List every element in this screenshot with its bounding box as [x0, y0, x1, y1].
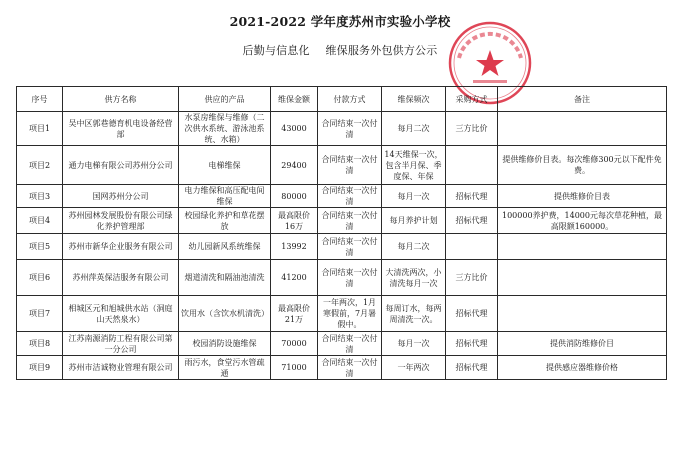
column-header: 付款方式: [318, 87, 382, 112]
cell-payment: 合同结束一次付清: [318, 332, 382, 356]
cell-product: 电力维保和高压配电间维保: [179, 185, 271, 208]
cell-note: 提供维修价目表。每次维修300元以下配件免费。: [498, 146, 667, 185]
cell-payment: 合同结束一次付清: [318, 208, 382, 234]
cell-note: [498, 234, 667, 260]
table-row: [17, 260, 667, 296]
page-subtitle: [0, 42, 680, 58]
cell-purchase: 招标代理: [446, 208, 498, 234]
column-header: 供方名称: [63, 87, 179, 112]
cell-amount: 13992: [271, 234, 318, 260]
cell-seq: 项目1: [17, 112, 63, 146]
cell-amount: 43000: [271, 112, 318, 146]
table-row: [17, 332, 667, 356]
cell-frequency: 每周订水，每两周清洗一次。: [382, 296, 446, 332]
subtitle-department: 后勤与信息化: [242, 44, 310, 57]
cell-purchase: 招标代理: [446, 356, 498, 380]
column-header: 维保金额: [271, 87, 318, 112]
cell-amount: 71000: [271, 356, 318, 380]
cell-payment: 合同结束一次付清: [318, 356, 382, 380]
table-row: [17, 185, 667, 208]
cell-product: 校园绿化养护和草花摆放: [179, 208, 271, 234]
cell-purchase: [446, 146, 498, 185]
cell-note: [498, 112, 667, 146]
cell-frequency: 每月一次: [382, 332, 446, 356]
cell-note: [498, 296, 667, 332]
cell-amount: 41200: [271, 260, 318, 296]
cell-note: [498, 260, 667, 296]
cell-supplier: 相城区元和旭城供水站（洞庭山天然泉水）: [63, 296, 179, 332]
cell-product: 烟道清洗和隔油池清洗: [179, 260, 271, 296]
cell-supplier: 国网苏州分公司: [63, 185, 179, 208]
subtitle-notice: 维保服务外包供方公示: [325, 44, 438, 57]
column-header: 供应的产品: [179, 87, 271, 112]
cell-supplier: 吴中区郭巷德育机电设备经营部: [63, 112, 179, 146]
cell-seq: 项目4: [17, 208, 63, 234]
column-header: 备注: [498, 87, 667, 112]
supplier-table: [16, 86, 667, 380]
cell-product: 电梯维保: [179, 146, 271, 185]
table-row: [17, 146, 667, 185]
table-row: [17, 112, 667, 146]
cell-amount: 最高限价16万: [271, 208, 318, 234]
cell-seq: 项目8: [17, 332, 63, 356]
cell-frequency: 14天维保一次，包含半月保、季度保、年保: [382, 146, 446, 185]
cell-payment: 一年两次，1月寒假前，7月暑假中。: [318, 296, 382, 332]
cell-frequency: 每月一次: [382, 185, 446, 208]
cell-seq: 项目3: [17, 185, 63, 208]
cell-frequency: 每月二次: [382, 234, 446, 260]
cell-payment: 合同结束一次付清: [318, 260, 382, 296]
cell-purchase: 招标代理: [446, 332, 498, 356]
cell-purchase: 招标代理: [446, 296, 498, 332]
table-row: [17, 234, 667, 260]
cell-supplier: 通力电梯有限公司苏州分公司: [63, 146, 179, 185]
cell-payment: 合同结束一次付清: [318, 146, 382, 185]
cell-purchase: 三方比价: [446, 260, 498, 296]
table-row: [17, 356, 667, 380]
cell-purchase: [446, 234, 498, 260]
cell-supplier: 苏州萍英保洁服务有限公司: [63, 260, 179, 296]
cell-product: 幼儿园新风系统维保: [179, 234, 271, 260]
cell-supplier: 江苏南源消防工程有限公司第一分公司: [63, 332, 179, 356]
table-row: [17, 296, 667, 332]
cell-seq: 项目2: [17, 146, 63, 185]
column-header: 序号: [17, 87, 63, 112]
column-header: 采购方式: [446, 87, 498, 112]
cell-note: 提供感应器维修价格: [498, 356, 667, 380]
cell-seq: 项目7: [17, 296, 63, 332]
cell-supplier: 苏州市洁诚物业管理有限公司: [63, 356, 179, 380]
cell-frequency: 一年两次: [382, 356, 446, 380]
cell-note: 提供维修价目表: [498, 185, 667, 208]
cell-supplier: 苏州市新华企业服务有限公司: [63, 234, 179, 260]
cell-purchase: 招标代理: [446, 185, 498, 208]
cell-product: 校园消防设施维保: [179, 332, 271, 356]
cell-payment: 合同结束一次付清: [318, 112, 382, 146]
page-title: 2021-2022 学年度苏州市实验小学校: [229, 14, 451, 29]
cell-payment: 合同结束一次付清: [318, 234, 382, 260]
cell-seq: 项目6: [17, 260, 63, 296]
cell-payment: 合同结束一次付清: [318, 185, 382, 208]
cell-frequency: 每月二次: [382, 112, 446, 146]
cell-purchase: 三方比价: [446, 112, 498, 146]
cell-product: 水泵房维保与维修（二次供水系统、游泳池系统、水箱）: [179, 112, 271, 146]
cell-seq: 项目9: [17, 356, 63, 380]
table-header-row: [17, 87, 667, 112]
cell-product: 雨污水，食堂污水管疏通: [179, 356, 271, 380]
table-row: [17, 208, 667, 234]
cell-amount: 最高限价21万: [271, 296, 318, 332]
cell-supplier: 苏州园林发展股份有限公司绿化养护管理部: [63, 208, 179, 234]
cell-amount: 29400: [271, 146, 318, 185]
cell-note: 100000养护费，14000元每次草花种植，最高限额160000。: [498, 208, 667, 234]
cell-amount: 80000: [271, 185, 318, 208]
cell-seq: 项目5: [17, 234, 63, 260]
cell-note: 提供消防维修价目: [498, 332, 667, 356]
column-header: 维保频次: [382, 87, 446, 112]
cell-frequency: 大清洗两次，小清洗每月一次: [382, 260, 446, 296]
cell-product: 饮用水（含饮水机清洗）: [179, 296, 271, 332]
cell-frequency: 每月养护计划: [382, 208, 446, 234]
cell-amount: 70000: [271, 332, 318, 356]
